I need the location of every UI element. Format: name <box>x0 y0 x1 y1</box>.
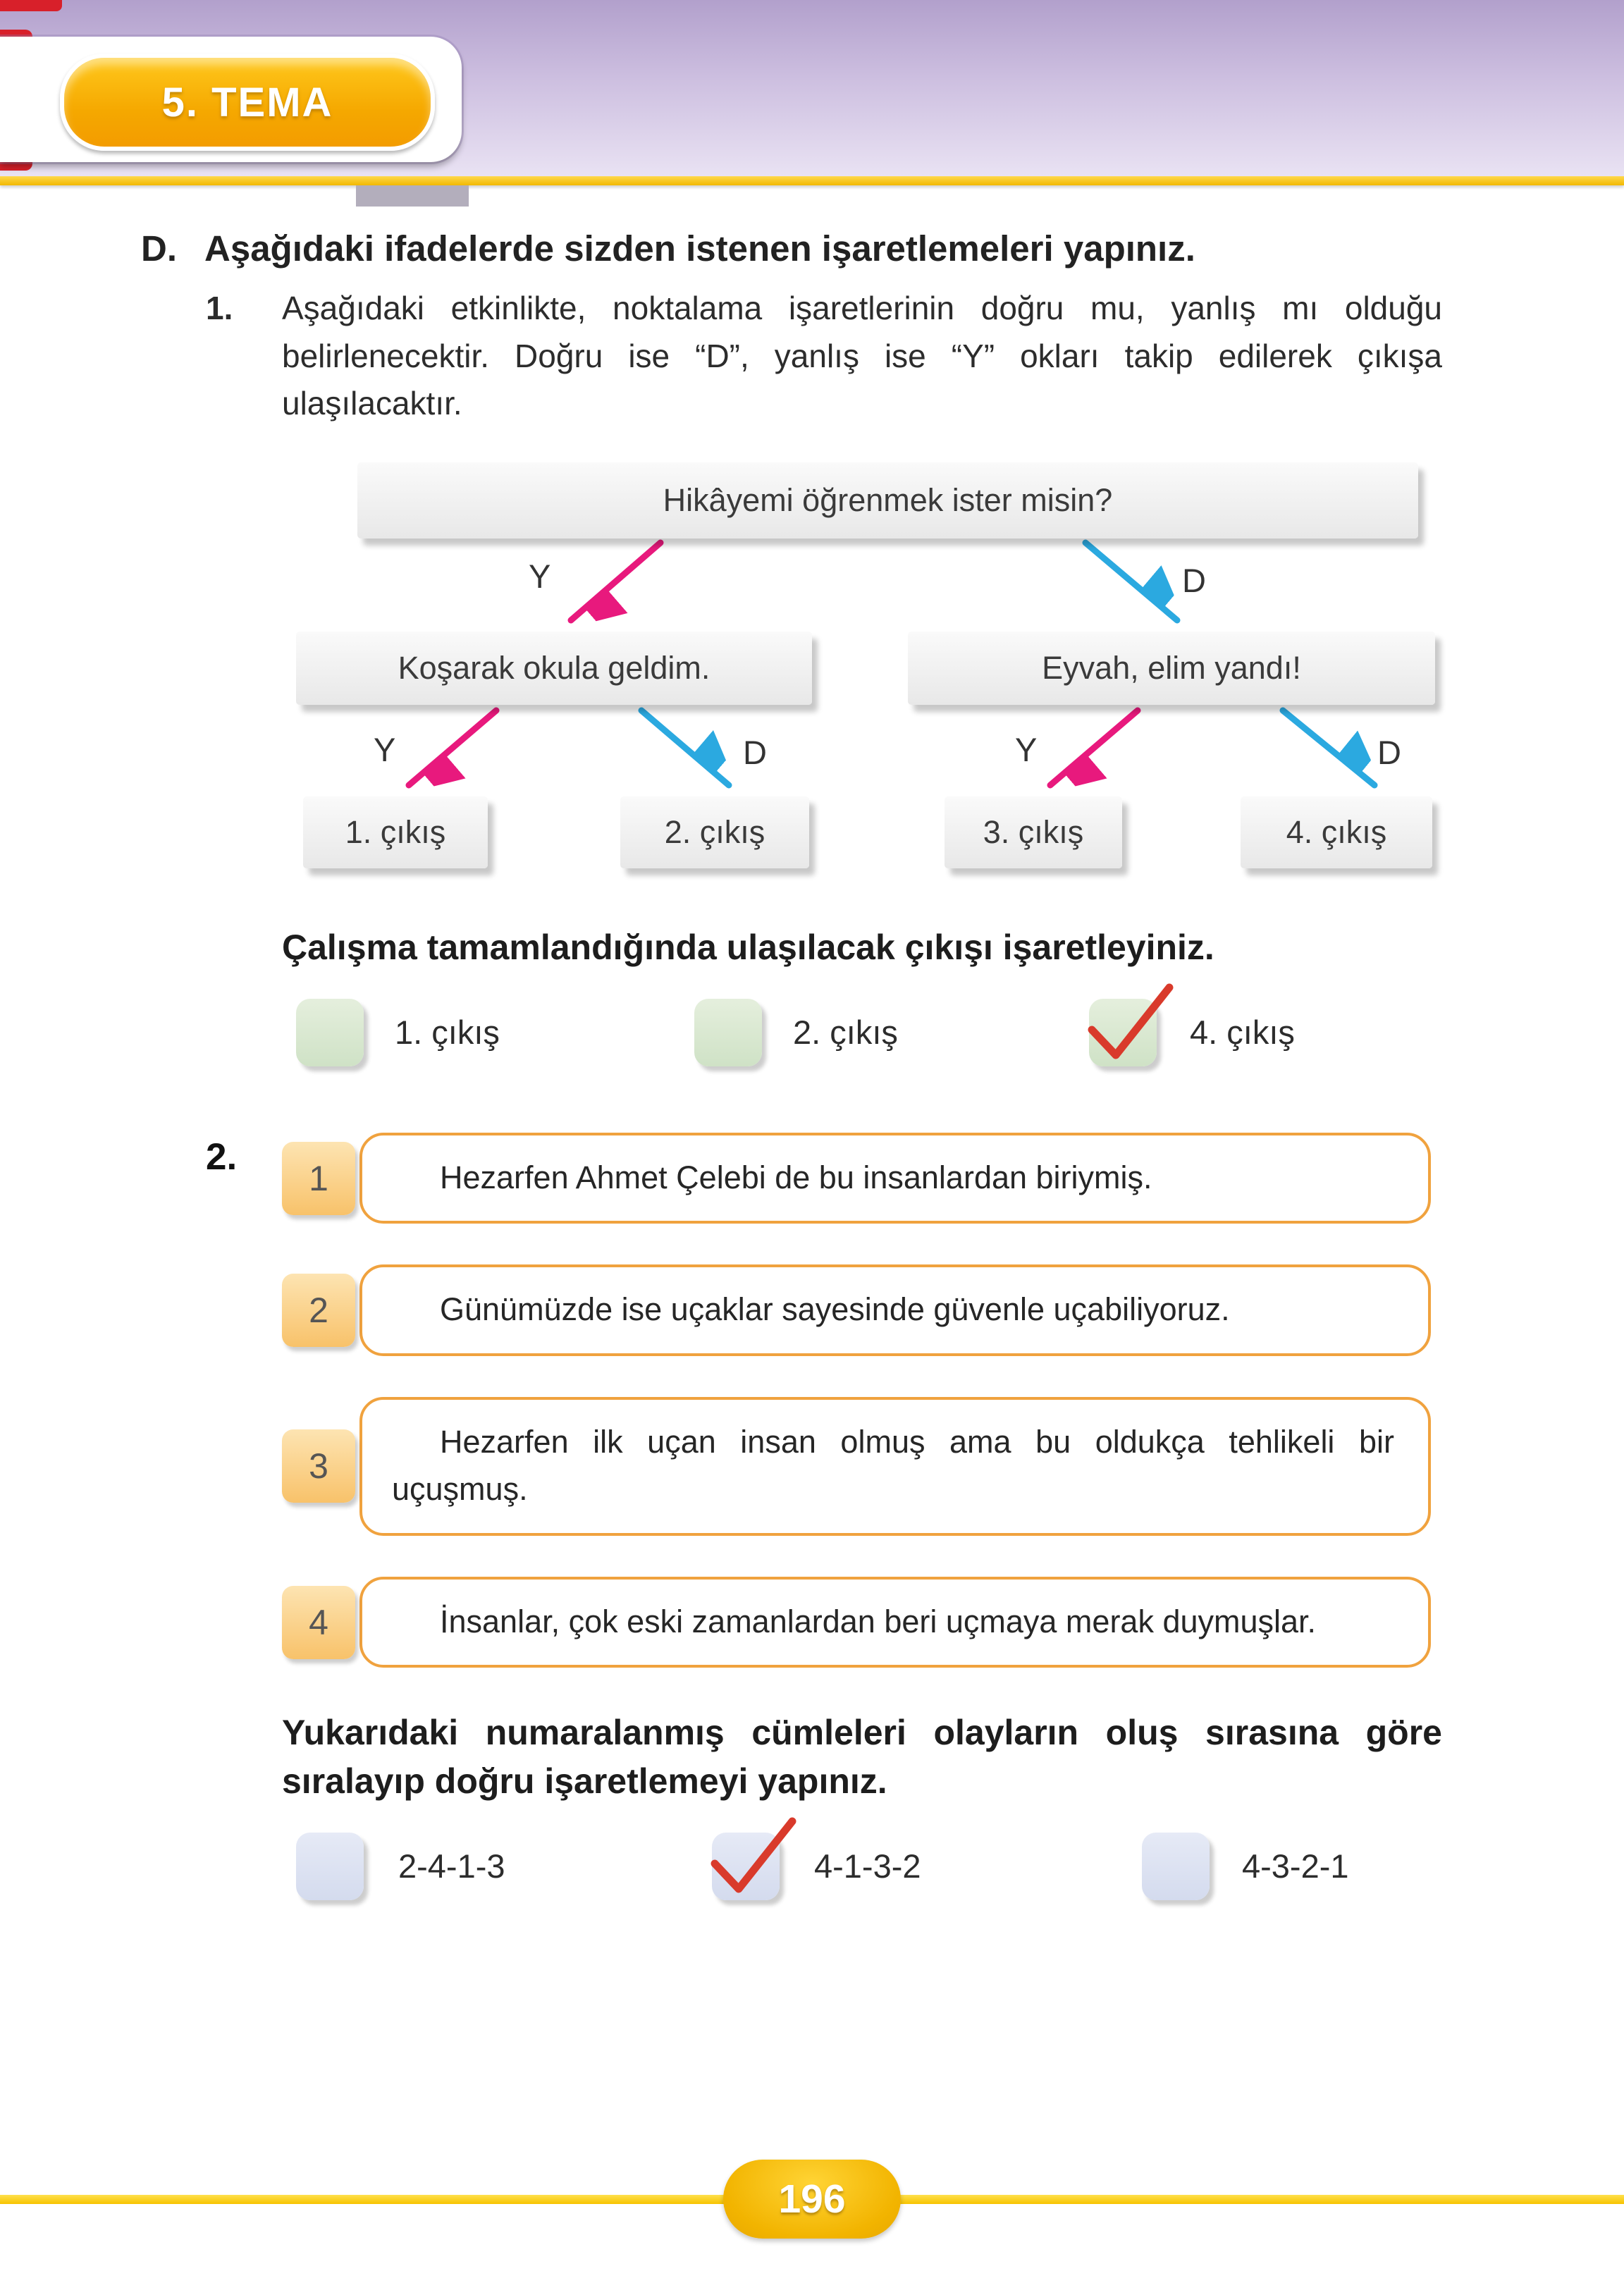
checkbox-order-3[interactable] <box>1142 1833 1210 1900</box>
sentence-card-3 <box>359 1397 1431 1536</box>
flowchart-right-box <box>908 632 1435 705</box>
exit-box-4 <box>1241 796 1432 868</box>
arrow-right-d <box>1283 710 1374 785</box>
flowchart-left-box <box>296 632 812 705</box>
sentence-card-row <box>282 1397 1431 1536</box>
sentence-text-4: İnsanlar, çok eski zamanlardan beri uçmaya merak duymuşlar. <box>440 1603 1317 1639</box>
gray-tab-decoration <box>356 185 469 207</box>
checkbox-exit-2[interactable] <box>694 999 762 1066</box>
section-d-title: Aşağıdaki ifadelerde sizden istenen işaretlemeleri yapınız. <box>204 228 1195 269</box>
section-d-heading <box>141 224 1442 273</box>
d-label-left: D <box>743 733 767 771</box>
sentence-card-row <box>282 1133 1431 1224</box>
flowchart-root-box <box>357 462 1418 538</box>
header-rule <box>0 176 1624 185</box>
exit-box-1 <box>303 796 488 868</box>
punctuation-flowchart <box>248 457 1446 895</box>
checkbox-order-2[interactable] <box>712 1833 780 1900</box>
y-label-right: Y <box>1015 730 1038 768</box>
sentence-number-tab <box>282 1142 355 1215</box>
header-band <box>0 0 1624 176</box>
exit-box-3 <box>945 796 1122 868</box>
sentence-number-tab <box>282 1274 355 1347</box>
flowchart-left-text: Koşarak okula geldim. <box>398 649 710 686</box>
tema-title: 5. TEMA <box>161 79 333 125</box>
checkbox-order-1[interactable] <box>296 1833 364 1900</box>
option-label-order-3: 4-3-2-1 <box>1242 1847 1349 1885</box>
item-1-label: 1. <box>206 290 233 327</box>
y-label-root: Y <box>529 557 551 595</box>
checkbox-exit-4[interactable] <box>1089 999 1157 1066</box>
arrow-right-y <box>1050 710 1138 785</box>
sentence-number: 3 <box>309 1446 328 1486</box>
page-number-badge <box>723 2160 901 2239</box>
sentence-number-tab <box>282 1429 355 1503</box>
arrow-root-y <box>571 543 660 620</box>
option-label-exit-2: 2. çıkış <box>793 1013 898 1051</box>
exit-4-text: 4. çıkış <box>1286 813 1387 850</box>
sentence-text-2: Günümüzde ise uçaklar sayesinde güvenle uçabiliyoruz. <box>440 1291 1230 1328</box>
option-label-order-2: 4-1-3-2 <box>814 1847 921 1885</box>
sentence-card-row <box>282 1264 1431 1356</box>
sentence-number-tab <box>282 1586 355 1659</box>
red-corner-accent <box>0 0 62 11</box>
exit-1-text: 1. çıkış <box>345 813 446 850</box>
sentence-number: 2 <box>309 1291 328 1331</box>
exit-2-text: 2. çıkış <box>664 813 765 850</box>
question1-instruction: Çalışma tamamlandığında ulaşılacak çıkışı işaretleyiniz. <box>282 927 1214 967</box>
sentence-card-2 <box>359 1264 1431 1356</box>
page-number: 196 <box>778 2177 846 2222</box>
arrow-root-d <box>1085 543 1177 620</box>
item-1-text: Aşağıdaki etkinlikte, noktalama işaretlerinin doğru mu, yanlış mı olduğu belirlenecektir. Doğru ise “D”, yanlış ise “Y” okları takip edilerek çıkışa ulaşılacaktır. <box>282 290 1442 421</box>
question2-answer-row <box>0 1826 1624 1930</box>
sentence-number: 4 <box>309 1602 328 1642</box>
exit-box-2 <box>620 796 809 868</box>
question2-label: 2. <box>206 1135 238 1178</box>
section-d-label: D. <box>141 228 177 269</box>
question1-answer-row <box>0 992 1624 1096</box>
exit-3-text: 3. çıkış <box>983 813 1084 850</box>
y-label-left: Y <box>374 730 396 768</box>
arrow-left-y <box>409 710 496 785</box>
page-footer <box>0 2158 1624 2250</box>
d-label-right: D <box>1377 733 1401 771</box>
tema-badge <box>60 54 435 151</box>
option-label-exit-1: 1. çıkış <box>395 1013 500 1051</box>
d-label-root: D <box>1182 561 1206 599</box>
flowchart-right-text: Eyvah, elim yandı! <box>1042 649 1301 686</box>
question2-instruction: Yukarıdaki numaralanmış cümleleri olayların oluş sırasına göre sıralayıp doğru işaretlemeyi yapınız. <box>282 1713 1442 1802</box>
question2-section <box>0 1133 1624 1668</box>
arrow-left-d <box>641 710 729 785</box>
option-label-exit-4: 4. çıkış <box>1190 1013 1295 1051</box>
sentence-number: 1 <box>309 1158 328 1198</box>
sentence-card-row <box>282 1577 1431 1668</box>
item-1-paragraph <box>206 285 1442 426</box>
sentence-card-1 <box>359 1133 1431 1224</box>
sentence-card-4 <box>359 1577 1431 1668</box>
option-label-order-1: 2-4-1-3 <box>398 1847 505 1885</box>
flowchart-root-text: Hikâyemi öğrenmek ister misin? <box>663 481 1113 518</box>
check-icon <box>702 1809 805 1912</box>
check-icon <box>1079 975 1182 1078</box>
sentence-text-1: Hezarfen Ahmet Çelebi de bu insanlardan biriymiş. <box>440 1159 1152 1195</box>
checkbox-exit-1[interactable] <box>296 999 364 1066</box>
sentence-text-3: Hezarfen ilk uçan insan olmuş ama bu oldukça tehlikeli bir uçuşmuş. <box>392 1423 1394 1508</box>
